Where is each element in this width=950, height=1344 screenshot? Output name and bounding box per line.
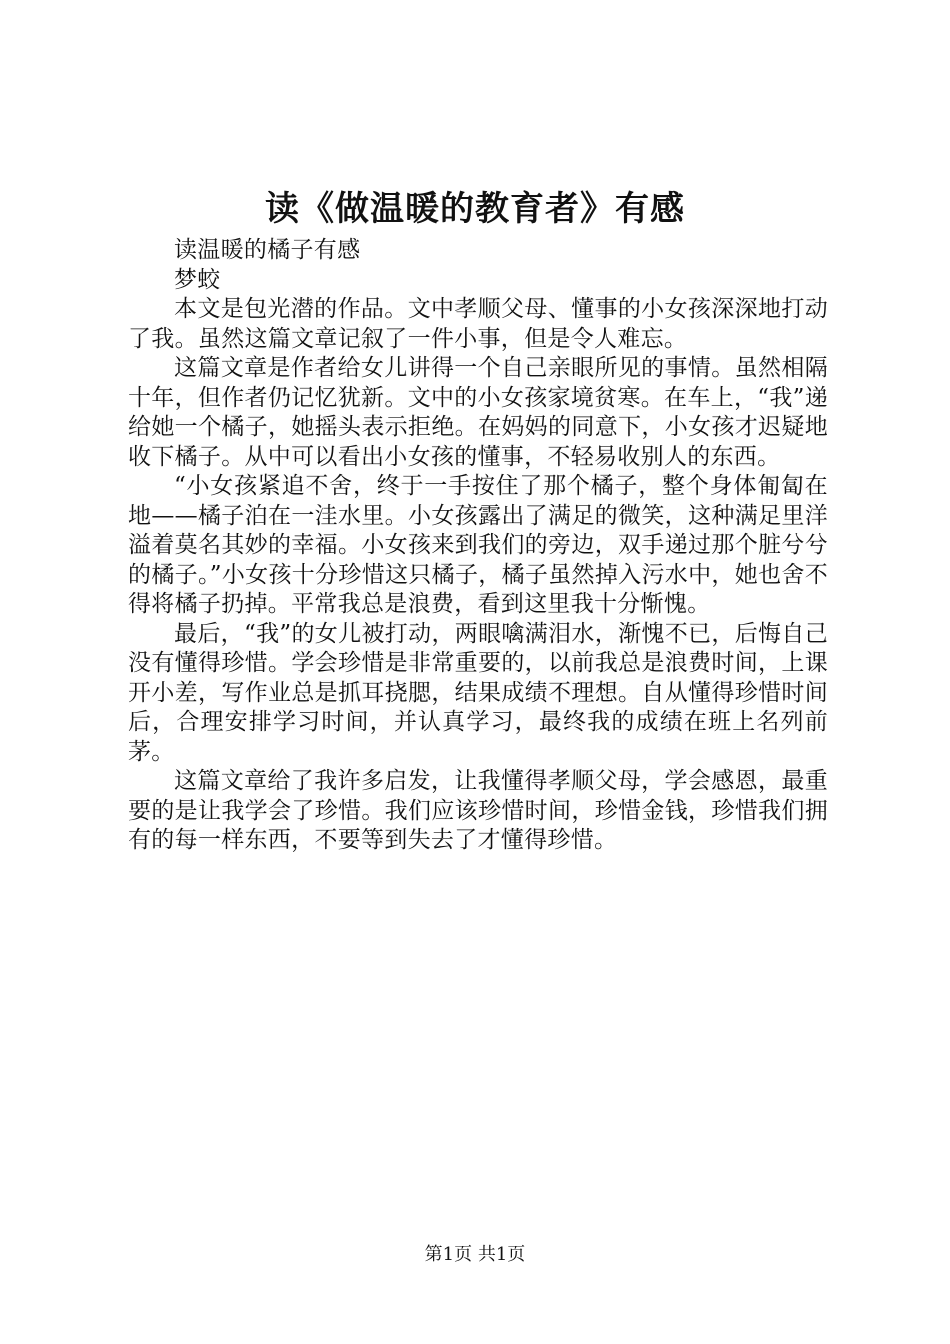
- subtitle-line: 读温暖的橘子有感: [174, 237, 361, 263]
- page-number-footer: 第1页 共1页: [424, 1244, 526, 1265]
- paragraph-2: 这篇文章是作者给女儿讲得一个自己亲眼所见的事情。虽然相隔十年，但作者仍记忆犹新。文中的小女孩家境贫寒。在车上，“我”递给她一个橘子，她摇头表示拒绝。在妈妈的同意下，小女孩才迟疑地收下橘子。从中可以看出小女孩的懂事，不轻易收别人的东西。: [128, 355, 828, 470]
- author-line: 梦蛟: [174, 266, 221, 293]
- paragraph-1: 本文是包光潜的作品。文中孝顺父母、懂事的小女孩深深地打动了我。虽然这篇文章记叙了一件小事，但是令人难忘。: [128, 296, 828, 352]
- paragraph-5: 这篇文章给了我许多启发，让我懂得孝顺父母，学会感恩，最重要的是让我学会了珍惜。我们应该珍惜时间，珍惜金钱，珍惜我们拥有的每一样东西，不要等到失去了才懂得珍惜。: [128, 768, 828, 853]
- paragraph-3: “小女孩紧追不舍，终于一手按住了那个橘子，整个身体匍匐在地——橘子泊在一洼水里。小女孩露出了满足的微笑，这种满足里洋溢着莫名其妙的幸福。小女孩来到我们的旁边，双手递过那个脏兮兮的橘子。”小女孩十分珍惜这只橘子，橘子虽然掉入污水中，她也舍不得将橘子扔掉。平常我总是浪费，看到这里我十分惭愧。: [128, 473, 828, 617]
- document-title: 读《做温暖的教育者》有感: [265, 189, 685, 229]
- paragraph-4: 最后，“我”的女儿被打动，两眼噙满泪水，渐愧不已，后悔自己没有懂得珍惜。学会珍惜是非常重要的，以前我总是浪费时间，上课开小差，写作业总是抓耳挠腮，结果成绩不理想。自从懂得珍惜时间后，合理安排学习时间，并认真学习，最终我的成绩在班上名列前茅。: [128, 620, 828, 765]
- document-body: [128, 236, 828, 856]
